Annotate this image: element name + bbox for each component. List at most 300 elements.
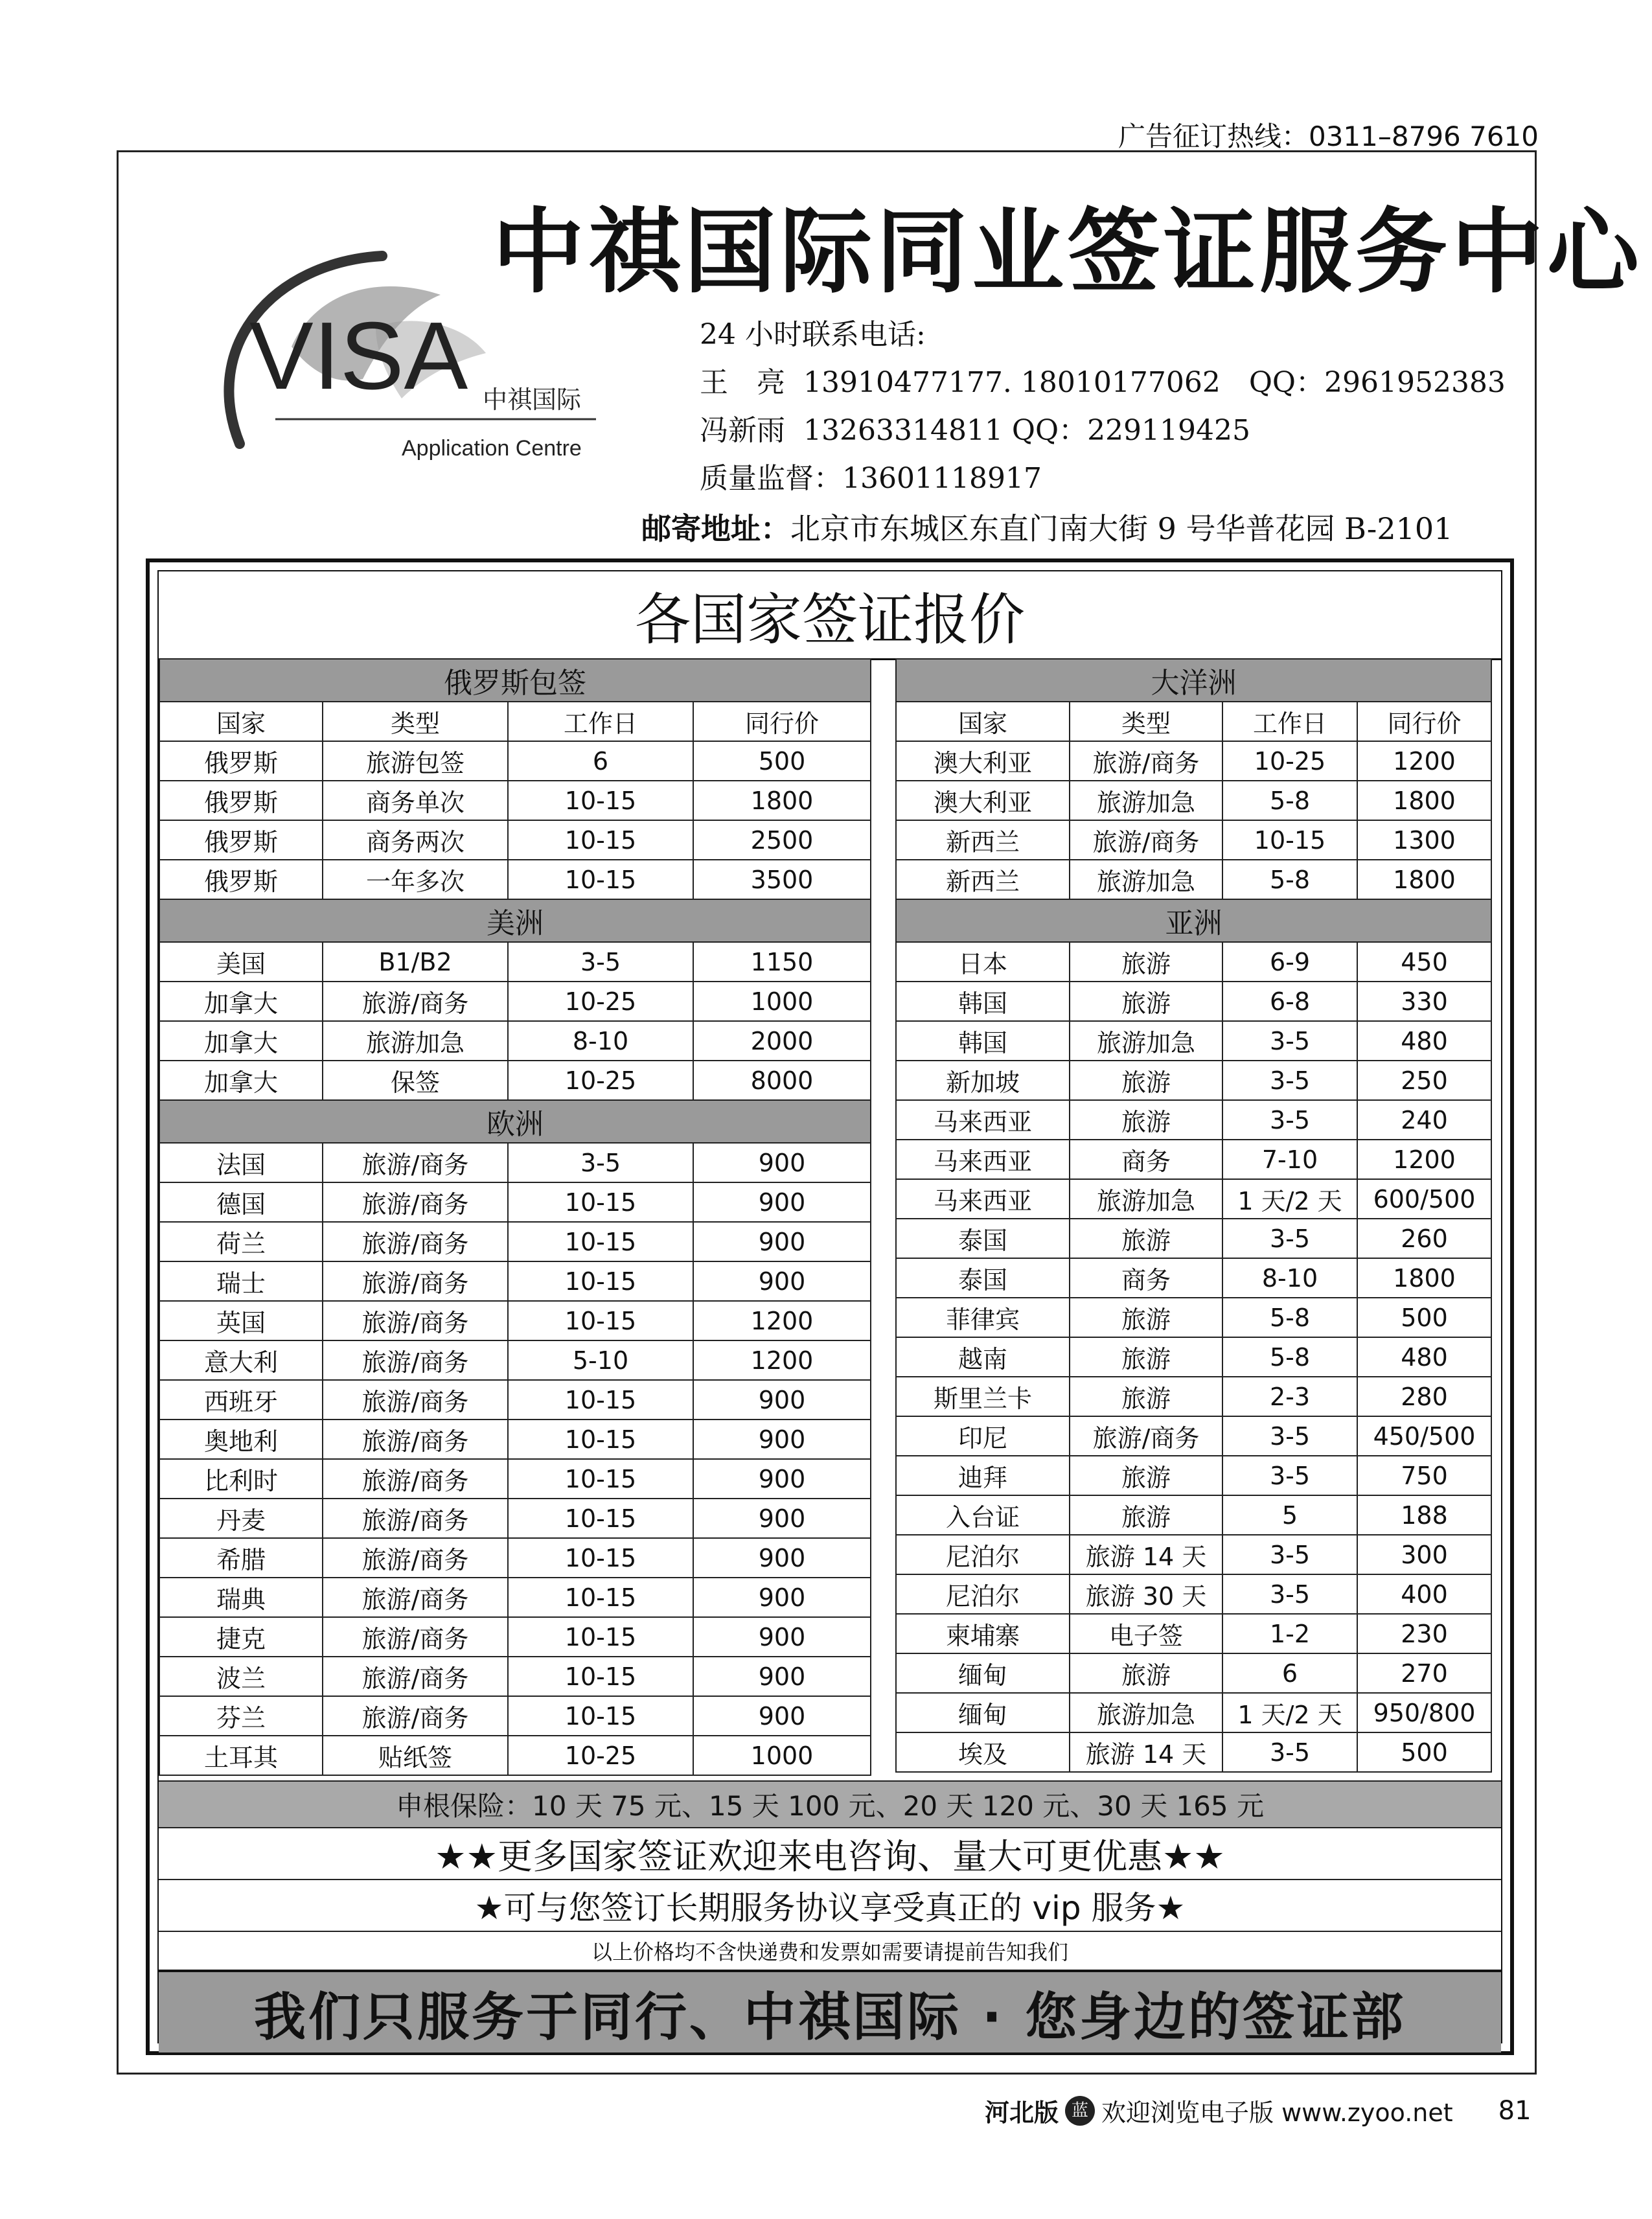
table-cell: 10-25 xyxy=(1222,741,1357,781)
table-cell: 旅游 xyxy=(1070,1219,1222,1258)
contact-block xyxy=(700,311,1506,503)
table-cell: 6 xyxy=(508,741,693,781)
table-cell: 900 xyxy=(693,1143,871,1182)
table-cell: 旅游 xyxy=(1070,982,1222,1021)
contact-value: 13263314811 QQ：229119425 xyxy=(803,414,1251,447)
table-cell: 3-5 xyxy=(1222,1061,1357,1100)
price-table-frame xyxy=(146,558,1514,2055)
table-row xyxy=(159,982,871,1021)
table-cell: 旅游 xyxy=(1070,1298,1222,1337)
table-cell: 旅游/商务 xyxy=(323,1657,508,1696)
table-cell: 8000 xyxy=(693,1061,871,1100)
table-cell: 10-25 xyxy=(508,1736,693,1775)
table-cell: 900 xyxy=(693,1499,871,1538)
table-cell: 270 xyxy=(1357,1653,1491,1693)
table-cell: 10-15 xyxy=(508,1420,693,1459)
table-cell: 旅游加急 xyxy=(1070,1179,1222,1219)
table-cell: 旅游/商务 xyxy=(1070,1416,1222,1456)
table-cell: 新西兰 xyxy=(896,860,1070,899)
section-title: 俄罗斯包签 xyxy=(159,659,871,702)
table-cell: 1 天/2 天 xyxy=(1222,1693,1357,1732)
table-cell: 280 xyxy=(1357,1377,1491,1416)
table-row xyxy=(896,1337,1491,1377)
section-title: 美洲 xyxy=(159,899,871,942)
table-cell: 旅游/商务 xyxy=(323,1222,508,1261)
table-cell: 188 xyxy=(1357,1495,1491,1535)
table-cell: 旅游/商务 xyxy=(323,1459,508,1499)
footer-text: 欢迎浏览电子版 www.zyoo.net xyxy=(1101,2098,1453,2127)
section-header-row xyxy=(159,659,871,702)
table-cell: 3-5 xyxy=(1222,1100,1357,1140)
section-header-row xyxy=(896,659,1491,702)
table-cell: 900 xyxy=(693,1182,871,1222)
section-header-row xyxy=(159,899,871,942)
table-cell: 900 xyxy=(693,1420,871,1459)
table-cell: 2-3 xyxy=(1222,1377,1357,1416)
contact-value: 13910477177. 18010177062 QQ：2961952383 xyxy=(803,366,1506,399)
section-title: 亚洲 xyxy=(896,899,1491,942)
table-cell: 商务 xyxy=(1070,1258,1222,1298)
column-header-row xyxy=(896,702,1491,741)
right-price-table xyxy=(895,658,1492,1773)
column-header: 同行价 xyxy=(1357,702,1491,741)
table-cell: 10-15 xyxy=(508,781,693,820)
table-row xyxy=(896,1061,1491,1100)
table-cell: 10-15 xyxy=(508,1301,693,1340)
table-row xyxy=(896,1377,1491,1416)
table-row xyxy=(896,1614,1491,1653)
table-title: 各国家签证报价 xyxy=(159,571,1501,660)
page-title: 中祺国际同业签证服务中心 xyxy=(492,199,1643,306)
contact-line xyxy=(700,407,1506,455)
table-row xyxy=(896,1140,1491,1179)
table-cell: 斯里兰卡 xyxy=(896,1377,1070,1416)
table-cell: 比利时 xyxy=(159,1459,323,1499)
table-cell: 10-25 xyxy=(508,1061,693,1100)
table-cell: 商务单次 xyxy=(323,781,508,820)
schengen-insurance: 申根保险：10 天 75 元、15 天 100 元、20 天 120 元、30 天 165 元 xyxy=(159,1780,1501,1827)
table-cell: 旅游 xyxy=(1070,942,1222,982)
table-cell: 10-15 xyxy=(508,1499,693,1538)
table-cell: 旅游加急 xyxy=(1070,1693,1222,1732)
table-cell: 10-15 xyxy=(508,860,693,899)
table-row xyxy=(896,1495,1491,1535)
table-row xyxy=(159,1657,871,1696)
table-cell: 5-10 xyxy=(508,1340,693,1380)
table-cell: 480 xyxy=(1357,1021,1491,1061)
column-header: 类型 xyxy=(1070,702,1222,741)
table-cell: 1200 xyxy=(693,1301,871,1340)
table-row xyxy=(896,1456,1491,1495)
table-cell: 1000 xyxy=(693,1736,871,1775)
table-cell: 旅游 xyxy=(1070,1061,1222,1100)
table-cell: 旅游/商务 xyxy=(323,1182,508,1222)
column-header-row xyxy=(159,702,871,741)
table-cell: 10-15 xyxy=(508,1380,693,1420)
table-cell: 2000 xyxy=(693,1021,871,1061)
table-cell: 6 xyxy=(1222,1653,1357,1693)
table-cell: 俄罗斯 xyxy=(159,781,323,820)
table-cell: 丹麦 xyxy=(159,1499,323,1538)
table-row xyxy=(159,1261,871,1301)
edition-label: 河北版 xyxy=(985,2098,1059,2127)
table-cell: 1800 xyxy=(1357,1258,1491,1298)
table-cell: 5-8 xyxy=(1222,1298,1357,1337)
table-cell: B1/B2 xyxy=(323,942,508,982)
table-cell: 英国 xyxy=(159,1301,323,1340)
table-cell: 10-15 xyxy=(508,1578,693,1617)
table-cell: 希腊 xyxy=(159,1538,323,1578)
bottom-notes xyxy=(159,1780,1501,2052)
table-row xyxy=(896,741,1491,781)
contact-line xyxy=(700,359,1506,407)
table-row xyxy=(896,1298,1491,1337)
table-row xyxy=(159,1538,871,1578)
table-cell: 旅游 xyxy=(1070,1653,1222,1693)
table-cell: 900 xyxy=(693,1380,871,1420)
table-cell: 俄罗斯 xyxy=(159,820,323,860)
table-row xyxy=(159,1578,871,1617)
table-cell: 6-9 xyxy=(1222,942,1357,982)
table-cell: 1300 xyxy=(1357,820,1491,860)
table-cell: 900 xyxy=(693,1261,871,1301)
table-row xyxy=(159,942,871,982)
table-cell: 旅游/商务 xyxy=(323,1617,508,1657)
table-cell: 旅游 14 天 xyxy=(1070,1732,1222,1772)
table-cell: 1800 xyxy=(693,781,871,820)
ad-hotline: 广告征订热线：0311–8796 7610 xyxy=(1118,121,1539,152)
table-cell: 马来西亚 xyxy=(896,1140,1070,1179)
table-cell: 旅游加急 xyxy=(323,1021,508,1061)
price-note: 以上价格均不含快递费和发票如需要请提前告知我们 xyxy=(159,1931,1501,1970)
table-cell: 商务两次 xyxy=(323,820,508,860)
table-cell: 德国 xyxy=(159,1182,323,1222)
table-cell: 旅游 xyxy=(1070,1456,1222,1495)
section-title: 大洋洲 xyxy=(896,659,1491,702)
table-row xyxy=(896,1416,1491,1456)
mailing-address xyxy=(641,505,1452,548)
table-cell: 8-10 xyxy=(1222,1258,1357,1298)
table-row xyxy=(896,1100,1491,1140)
table-row xyxy=(159,1143,871,1182)
table-cell: 900 xyxy=(693,1617,871,1657)
table-cell: 柬埔寨 xyxy=(896,1614,1070,1653)
table-cell: 旅游/商务 xyxy=(323,1340,508,1380)
table-cell: 1000 xyxy=(693,982,871,1021)
table-cell: 加拿大 xyxy=(159,1061,323,1100)
table-cell: 1200 xyxy=(1357,1140,1491,1179)
table-row xyxy=(896,1693,1491,1732)
table-row xyxy=(896,1732,1491,1772)
table-cell: 900 xyxy=(693,1538,871,1578)
table-cell: 旅游/商务 xyxy=(323,1499,508,1538)
table-cell: 900 xyxy=(693,1696,871,1736)
table-cell: 芬兰 xyxy=(159,1696,323,1736)
table-row xyxy=(896,1574,1491,1614)
table-cell: 3-5 xyxy=(508,942,693,982)
table-cell: 450 xyxy=(1357,942,1491,982)
table-cell: 7-10 xyxy=(1222,1140,1357,1179)
table-cell: 10-15 xyxy=(508,1222,693,1261)
column-header: 工作日 xyxy=(508,702,693,741)
column-header: 工作日 xyxy=(1222,702,1357,741)
table-cell: 480 xyxy=(1357,1337,1491,1377)
table-cell: 10-15 xyxy=(508,1617,693,1657)
table-cell: 新加坡 xyxy=(896,1061,1070,1100)
table-cell: 旅游/商务 xyxy=(323,1380,508,1420)
table-cell: 尼泊尔 xyxy=(896,1535,1070,1574)
table-cell: 5 xyxy=(1222,1495,1357,1535)
visa-logo xyxy=(214,249,602,470)
table-cell: 10-15 xyxy=(508,1459,693,1499)
column-header: 同行价 xyxy=(693,702,871,741)
price-table-inner xyxy=(157,570,1502,2047)
table-cell: 旅游包签 xyxy=(323,741,508,781)
table-cell: 土耳其 xyxy=(159,1736,323,1775)
table-cell: 3-5 xyxy=(508,1143,693,1182)
table-cell: 菲律宾 xyxy=(896,1298,1070,1337)
table-cell: 澳大利亚 xyxy=(896,781,1070,820)
table-cell: 1800 xyxy=(1357,781,1491,820)
table-row xyxy=(896,781,1491,820)
table-cell: 旅游 14 天 xyxy=(1070,1535,1222,1574)
table-cell: 250 xyxy=(1357,1061,1491,1100)
table-row xyxy=(896,1179,1491,1219)
logo-sub-text: Application Centre xyxy=(402,436,582,461)
table-cell: 旅游 xyxy=(1070,1495,1222,1535)
table-cell: 330 xyxy=(1357,982,1491,1021)
table-cell: 10-25 xyxy=(508,982,693,1021)
table-cell: 泰国 xyxy=(896,1219,1070,1258)
table-row xyxy=(159,1301,871,1340)
section-header-row xyxy=(159,1100,871,1143)
table-cell: 保签 xyxy=(323,1061,508,1100)
column-header: 类型 xyxy=(323,702,508,741)
table-cell: 旅游/商务 xyxy=(323,1261,508,1301)
table-cell: 5-8 xyxy=(1222,781,1357,820)
contact-title: 24 小时联系电话: xyxy=(700,318,926,351)
table-cell: 新西兰 xyxy=(896,820,1070,860)
table-cell: 旅游加急 xyxy=(1070,1021,1222,1061)
table-cell: 旅游/商务 xyxy=(323,1538,508,1578)
table-cell: 3-5 xyxy=(1222,1535,1357,1574)
table-cell: 印尼 xyxy=(896,1416,1070,1456)
table-row xyxy=(159,1340,871,1380)
table-row xyxy=(159,860,871,899)
table-cell: 旅游/商务 xyxy=(323,1420,508,1459)
table-cell: 3-5 xyxy=(1222,1732,1357,1772)
table-cell: 日本 xyxy=(896,942,1070,982)
table-cell: 3500 xyxy=(693,860,871,899)
table-row xyxy=(159,1736,871,1775)
table-row xyxy=(896,860,1491,899)
table-cell: 澳大利亚 xyxy=(896,741,1070,781)
table-row xyxy=(159,1222,871,1261)
table-cell: 2500 xyxy=(693,820,871,860)
table-cell: 3-5 xyxy=(1222,1456,1357,1495)
table-cell: 加拿大 xyxy=(159,982,323,1021)
table-row xyxy=(159,741,871,781)
table-cell: 3-5 xyxy=(1222,1021,1357,1061)
table-cell: 900 xyxy=(693,1222,871,1261)
logo-cn-text: 中祺国际 xyxy=(483,385,582,414)
table-cell: 电子签 xyxy=(1070,1614,1222,1653)
table-cell: 西班牙 xyxy=(159,1380,323,1420)
table-row xyxy=(896,1258,1491,1298)
table-cell: 奥地利 xyxy=(159,1420,323,1459)
table-cell: 波兰 xyxy=(159,1657,323,1696)
address-label: 邮寄地址： xyxy=(641,511,790,546)
table-cell: 950/800 xyxy=(1357,1693,1491,1732)
left-price-table xyxy=(159,658,871,1776)
contact-line xyxy=(700,455,1506,503)
table-row xyxy=(896,1653,1491,1693)
table-cell: 10-15 xyxy=(508,1182,693,1222)
table-cell: 旅游/商务 xyxy=(323,1143,508,1182)
table-row xyxy=(159,1499,871,1538)
table-cell: 750 xyxy=(1357,1456,1491,1495)
table-cell: 3-5 xyxy=(1222,1574,1357,1614)
logo-visa-text: VISA xyxy=(249,303,468,409)
table-cell: 旅游/商务 xyxy=(323,1578,508,1617)
table-cell: 韩国 xyxy=(896,1021,1070,1061)
table-cell: 3-5 xyxy=(1222,1219,1357,1258)
table-row xyxy=(159,1420,871,1459)
table-cell: 旅游 xyxy=(1070,1100,1222,1140)
table-cell: 10-15 xyxy=(508,1657,693,1696)
contact-name: 质量监督： xyxy=(700,462,842,495)
contact-name: 冯新雨 xyxy=(700,414,785,447)
table-cell: 缅甸 xyxy=(896,1653,1070,1693)
table-cell: 旅游加急 xyxy=(1070,860,1222,899)
table-row xyxy=(159,1380,871,1420)
table-cell: 8-10 xyxy=(508,1021,693,1061)
table-cell: 一年多次 xyxy=(323,860,508,899)
table-row xyxy=(159,1061,871,1100)
table-cell: 900 xyxy=(693,1657,871,1696)
table-cell: 旅游/商务 xyxy=(323,1301,508,1340)
table-cell: 1800 xyxy=(1357,860,1491,899)
slogan: 我们只服务于同行、中祺国际 · 您身边的签证部 xyxy=(159,1970,1501,2052)
table-cell: 荷兰 xyxy=(159,1222,323,1261)
table-cell: 260 xyxy=(1357,1219,1491,1258)
table-cell: 旅游/商务 xyxy=(323,982,508,1021)
promo-more-countries: ★★更多国家签证欢迎来电咨询、量大可更优惠★★ xyxy=(159,1827,1501,1879)
table-cell: 旅游 xyxy=(1070,1337,1222,1377)
table-row xyxy=(159,1617,871,1657)
table-cell: 旅游/商务 xyxy=(323,1696,508,1736)
table-cell: 10-15 xyxy=(508,1538,693,1578)
table-cell: 5-8 xyxy=(1222,1337,1357,1377)
table-cell: 900 xyxy=(693,1459,871,1499)
section-title: 欧洲 xyxy=(159,1100,871,1143)
contact-name: 王 亮 xyxy=(700,366,785,399)
table-cell: 1-2 xyxy=(1222,1614,1357,1653)
table-cell: 300 xyxy=(1357,1535,1491,1574)
table-cell: 加拿大 xyxy=(159,1021,323,1061)
table-cell: 尼泊尔 xyxy=(896,1574,1070,1614)
table-row xyxy=(159,781,871,820)
table-cell: 6-8 xyxy=(1222,982,1357,1021)
table-cell: 500 xyxy=(693,741,871,781)
table-cell: 600/500 xyxy=(1357,1179,1491,1219)
table-cell: 韩国 xyxy=(896,982,1070,1021)
table-cell: 10-15 xyxy=(508,820,693,860)
table-row xyxy=(896,1535,1491,1574)
table-cell: 旅游 30 天 xyxy=(1070,1574,1222,1614)
promo-long-term: ★可与您签订长期服务协议享受真正的 vip 服务★ xyxy=(159,1879,1501,1931)
table-cell: 商务 xyxy=(1070,1140,1222,1179)
table-row xyxy=(896,820,1491,860)
table-row xyxy=(896,942,1491,982)
table-row xyxy=(159,1459,871,1499)
table-cell: 1150 xyxy=(693,942,871,982)
table-cell: 400 xyxy=(1357,1574,1491,1614)
table-row xyxy=(896,1021,1491,1061)
table-cell: 泰国 xyxy=(896,1258,1070,1298)
table-cell: 3-5 xyxy=(1222,1416,1357,1456)
table-row xyxy=(159,820,871,860)
table-cell: 900 xyxy=(693,1578,871,1617)
table-cell: 越南 xyxy=(896,1337,1070,1377)
table-cell: 500 xyxy=(1357,1298,1491,1337)
table-cell: 贴纸签 xyxy=(323,1736,508,1775)
table-row xyxy=(159,1021,871,1061)
address-value: 北京市东城区东直门南大街 9 号华普花园 B-2101 xyxy=(790,511,1453,546)
table-cell: 意大利 xyxy=(159,1340,323,1380)
table-cell: 240 xyxy=(1357,1100,1491,1140)
table-cell: 500 xyxy=(1357,1732,1491,1772)
table-cell: 缅甸 xyxy=(896,1693,1070,1732)
page-number: 81 xyxy=(1498,2095,1532,2126)
contact-value: 13601118917 xyxy=(842,462,1042,495)
table-cell: 10-15 xyxy=(508,1261,693,1301)
table-cell: 瑞典 xyxy=(159,1578,323,1617)
table-cell: 入台证 xyxy=(896,1495,1070,1535)
table-cell: 捷克 xyxy=(159,1617,323,1657)
page-footer xyxy=(985,2093,1532,2128)
table-cell: 迪拜 xyxy=(896,1456,1070,1495)
table-cell: 230 xyxy=(1357,1614,1491,1653)
edition-badge-icon: 蓝 xyxy=(1065,2096,1095,2126)
table-cell: 埃及 xyxy=(896,1732,1070,1772)
column-header: 国家 xyxy=(896,702,1070,741)
table-cell: 瑞士 xyxy=(159,1261,323,1301)
table-cell: 10-15 xyxy=(1222,820,1357,860)
table-cell: 俄罗斯 xyxy=(159,860,323,899)
table-cell: 旅游加急 xyxy=(1070,781,1222,820)
table-cell: 俄罗斯 xyxy=(159,741,323,781)
table-cell: 1 天/2 天 xyxy=(1222,1179,1357,1219)
section-header-row xyxy=(896,899,1491,942)
column-header: 国家 xyxy=(159,702,323,741)
table-cell: 1200 xyxy=(693,1340,871,1380)
table-row xyxy=(159,1182,871,1222)
table-cell: 1200 xyxy=(1357,741,1491,781)
table-cell: 马来西亚 xyxy=(896,1100,1070,1140)
table-row xyxy=(159,1696,871,1736)
table-cell: 450/500 xyxy=(1357,1416,1491,1456)
table-cell: 法国 xyxy=(159,1143,323,1182)
table-cell: 马来西亚 xyxy=(896,1179,1070,1219)
table-cell: 5-8 xyxy=(1222,860,1357,899)
table-cell: 10-15 xyxy=(508,1696,693,1736)
table-cell: 美国 xyxy=(159,942,323,982)
table-cell: 旅游/商务 xyxy=(1070,741,1222,781)
table-row xyxy=(896,1219,1491,1258)
table-cell: 旅游/商务 xyxy=(1070,820,1222,860)
table-cell: 旅游 xyxy=(1070,1377,1222,1416)
